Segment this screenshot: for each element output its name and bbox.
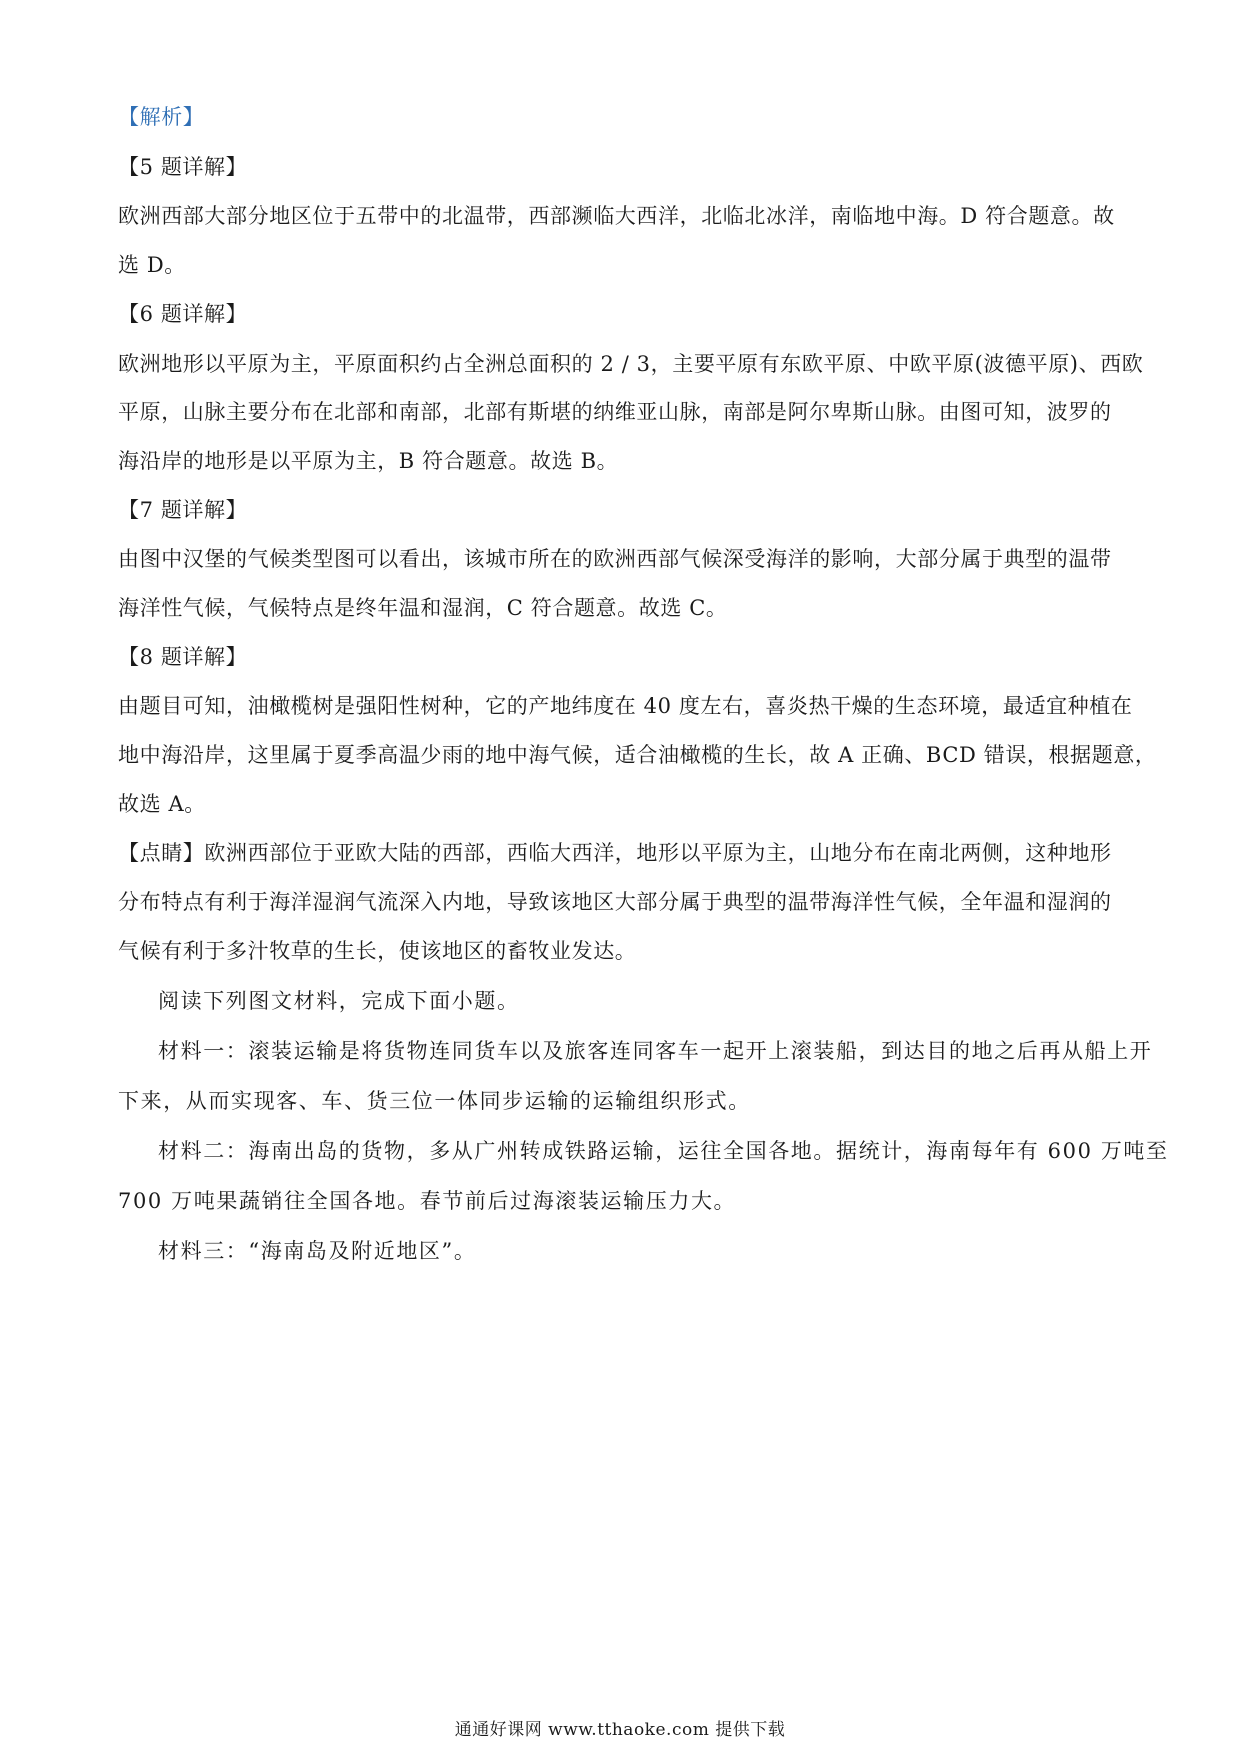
q6-text-line-2: 平原，山脉主要分布在北部和南部，北部有斯堪的纳维亚山脉，南部是阿尔卑斯山脉。由图可知，波罗的 xyxy=(118,400,1112,424)
material2-line-1: 材料二：海南出岛的货物，多从广州转成铁路运输，运往全国各地。据统计，海南每年有 600 万吨至 xyxy=(158,1139,1169,1163)
analysis-label: 【解析】 xyxy=(118,105,205,129)
q5-heading: 【5 题详解】 xyxy=(118,155,248,179)
q8-text-line-3: 故选 A。 xyxy=(118,792,206,816)
q6-text-line-3: 海沿岸的地形是以平原为主，B 符合题意。故选 B。 xyxy=(118,449,619,473)
material3-line: 材料三：“海南岛及附近地区”。 xyxy=(158,1239,477,1263)
material1-line-1: 材料一：滚装运输是将货物连同货车以及旅客连同客车一起开上滚装船，到达目的地之后再从船上开 xyxy=(158,1039,1153,1063)
material2-line-2: 700 万吨果蔬销往全国各地。春节前后过海滚装运输压力大。 xyxy=(118,1189,737,1213)
page-footer: 通通好课网 www.tthaoke.com 提供下载 xyxy=(454,1720,786,1740)
material1-line-2: 下来，从而实现客、车、货三位一体同步运输的运输组织形式。 xyxy=(118,1089,751,1113)
q7-text-line-1: 由图中汉堡的气候类型图可以看出，该城市所在的欧洲西部气候深受海洋的影响，大部分属于典型的温带 xyxy=(118,547,1112,571)
q6-heading: 【6 题详解】 xyxy=(118,302,248,326)
reading-intro: 阅读下列图文材料，完成下面小题。 xyxy=(158,989,520,1013)
q6-text-line-1: 欧洲地形以平原为主，平原面积约占全洲总面积的 2 / 3，主要平原有东欧平原、中欧平原(波德平原)、西欧 xyxy=(118,352,1144,376)
tips-line-3: 气候有利于多汁牧草的生长，使该地区的畜牧业发达。 xyxy=(118,939,637,963)
q8-heading: 【8 题详解】 xyxy=(118,645,248,669)
q8-text-line-1: 由题目可知，油橄榄树是强阳性树种，它的产地纬度在 40 度左右，喜炎热干燥的生态环境，最适宜种植在 xyxy=(118,694,1133,718)
q5-text-line-2: 选 D。 xyxy=(118,253,186,277)
q7-text-line-2: 海洋性气候，气候特点是终年温和湿润，C 符合题意。故选 C。 xyxy=(118,596,728,620)
tips-line-1: 【点睛】欧洲西部位于亚欧大陆的西部，西临大西洋，地形以平原为主，山地分布在南北两侧，这种地形 xyxy=(118,841,1112,865)
q7-heading: 【7 题详解】 xyxy=(118,498,248,522)
q8-text-line-2: 地中海沿岸，这里属于夏季高温少雨的地中海气候，适合油橄榄的生长，故 A 正确、BCD 错误，根据题意， xyxy=(118,743,1157,767)
q5-text-line-1: 欧洲西部大部分地区位于五带中的北温带，西部濒临大西洋，北临北冰洋，南临地中海。D 符合题意。故 xyxy=(118,204,1115,228)
tips-line-2: 分布特点有利于海洋湿润气流深入内地，导致该地区大部分属于典型的温带海洋性气候，全年温和湿润的 xyxy=(118,890,1112,914)
